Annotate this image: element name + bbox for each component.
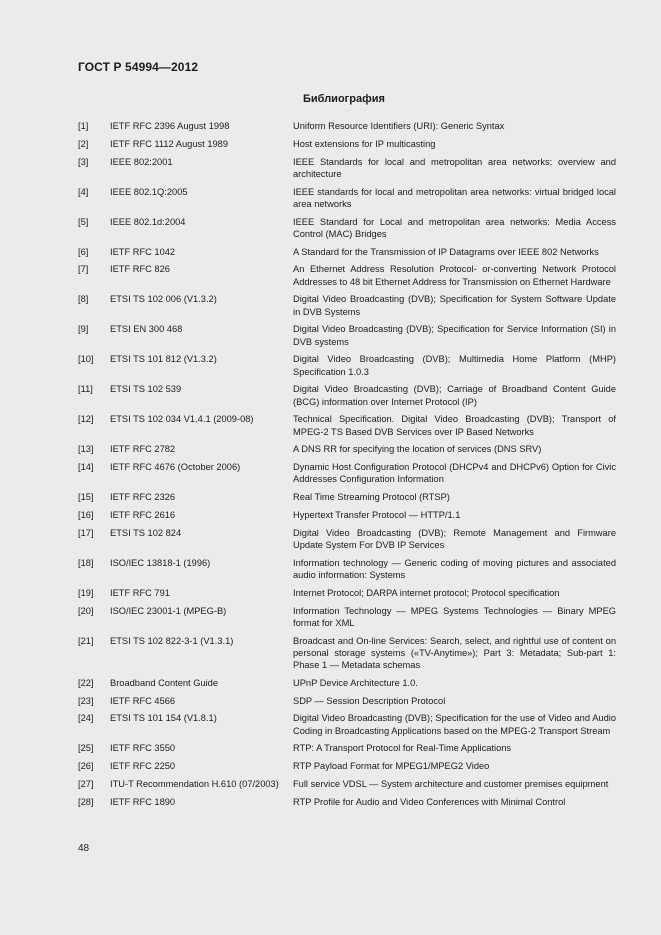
- entry-number: [25]: [78, 743, 94, 754]
- bibliography-entry: [78, 156, 616, 180]
- entry-number: [24]: [78, 713, 94, 724]
- bibliography-list: [78, 120, 616, 814]
- entry-number: [3]: [78, 156, 89, 167]
- entry-reference: IEEE 802:2001: [110, 156, 173, 167]
- entry-reference: IEEE 802.1d:2004: [110, 216, 186, 227]
- entry-number: [22]: [78, 677, 94, 688]
- entry-title: Uniform Resource Identifiers (URI): Generic Syntax: [293, 121, 505, 131]
- entry-reference: IETF RFC 2782: [110, 444, 176, 455]
- entry-title: Digital Video Broadcasting (DVB); Specification for the use of Video and Audio Coding in Broadcasting Applications based on the MPEG-2 Transport Stream: [293, 713, 616, 736]
- entry-title: Hypertext Transfer Protocol — HTTP/1.1: [293, 509, 461, 520]
- entry-reference: ISO/IEC 13818-1 (1996): [110, 557, 211, 568]
- entry-reference: ETSI TS 102 034 V1.4.1 (2009-08): [110, 414, 254, 425]
- bibliography-entry: [78, 796, 616, 808]
- bibliography-entry: [78, 635, 616, 672]
- entry-reference: IETF RFC 1042: [110, 246, 176, 257]
- entry-reference: ETSI TS 101 812 (V1.3.2): [110, 354, 217, 365]
- entry-number: [26]: [78, 761, 94, 772]
- bibliography-entry: [78, 605, 616, 629]
- entry-reference: IETF RFC 2616: [110, 509, 176, 520]
- entry-reference: IETF RFC 1112 August 1989: [110, 138, 228, 149]
- entry-reference: ETSI TS 101 154 (V1.8.1): [110, 713, 217, 724]
- entry-title: RTP: A Transport Protocol for Real-Time Applications: [293, 743, 512, 754]
- entry-reference: ISO/IEC 23001-1 (MPEG-B): [110, 605, 227, 616]
- entry-number: [16]: [78, 509, 94, 520]
- bibliography-entry: [78, 760, 616, 772]
- bibliography-entry: [78, 742, 616, 754]
- entry-number: [6]: [78, 246, 89, 257]
- bibliography-entry: [78, 246, 616, 258]
- entry-reference: Broadband Content Guide: [110, 677, 219, 688]
- entry-number: [23]: [78, 695, 94, 706]
- entry-reference: IETF RFC 2326: [110, 492, 176, 503]
- entry-number: [21]: [78, 635, 94, 646]
- entry-number: [4]: [78, 186, 89, 197]
- entry-reference: ETSI TS 102 006 (V1.3.2): [110, 294, 217, 305]
- entry-title: Digital Video Broadcasting (DVB); Specification for System Software Update in DVB Systems: [293, 294, 616, 317]
- entry-title: IEEE standards for local and metropolitan area networks: virtual bridged local area networks: [293, 186, 616, 209]
- entry-number: [11]: [78, 384, 93, 395]
- bibliography-entry: [78, 491, 616, 503]
- entry-reference: IETF RFC 4566: [110, 695, 176, 706]
- entry-number: [19]: [78, 587, 94, 598]
- bibliography-entry: [78, 443, 616, 455]
- entry-number: [13]: [78, 444, 94, 455]
- entry-title: Information Technology — MPEG Systems Technologies — Binary MPEG format for XML: [293, 605, 616, 628]
- bibliography-entry: [78, 413, 616, 437]
- entry-title: Real Time Streaming Protocol (RTSP): [293, 492, 450, 503]
- entry-number: [10]: [78, 354, 94, 365]
- section-title: Библиография: [303, 93, 385, 105]
- entry-reference: IETF RFC 4676 (October 2006): [110, 462, 241, 473]
- entry-reference: IETF RFC 3550: [110, 743, 176, 754]
- entry-title: Digital Video Broadcasting (DVB); Carriage of Broadband Content Guide (BCG) information over Internet Protocol (IP): [293, 384, 616, 407]
- entry-reference: IETF RFC 826: [110, 264, 170, 275]
- entry-title: IEEE Standard for Local and metropolitan area networks: Media Access Control (MAC) Bridges: [293, 216, 616, 239]
- entry-number: [7]: [78, 264, 89, 275]
- entry-title: Broadcast and On-line Services: Search, select, and rightful use of content on personal storage systems («TV-Anytime»); Part 3: Metadata; Sub-part 1: Phase 1 — Metadata schemas: [293, 635, 616, 670]
- document-header: ГОСТ Р 54994—2012: [78, 60, 199, 74]
- entry-number: [2]: [78, 138, 89, 149]
- entry-number: [5]: [78, 216, 89, 227]
- entry-number: [27]: [78, 778, 94, 789]
- entry-reference: IETF RFC 791: [110, 587, 170, 598]
- entry-title: UPnP Device Architecture 1.0.: [293, 677, 418, 688]
- entry-reference: ITU-T Recommendation H.610 (07/2003): [110, 778, 279, 789]
- bibliography-entry: [78, 712, 616, 736]
- entry-reference: IETF RFC 2396 August 1998: [110, 121, 230, 131]
- entry-title: A Standard for the Transmission of IP Datagrams over IEEE 802 Networks: [293, 246, 599, 257]
- bibliography-entry: [78, 120, 616, 132]
- entry-reference: ETSI EN 300 468: [110, 324, 183, 335]
- entry-title: A DNS RR for specifying the location of services (DNS SRV): [293, 444, 542, 455]
- bibliography-entry: [78, 509, 616, 521]
- entry-number: [18]: [78, 557, 94, 568]
- entry-title: Digital Video Broadcasting (DVB); Specification for Service Information (SI) in DVB systems: [293, 324, 616, 347]
- entry-title: Dynamic Host Configuration Protocol (DHCPv4 and DHCPv6) Option for Civic Addresses Configuration Information: [293, 462, 616, 485]
- bibliography-entry: [78, 216, 616, 240]
- entry-title: RTP Payload Format for MPEG1/MPEG2 Video: [293, 761, 490, 772]
- bibliography-entry: [78, 461, 616, 485]
- entry-number: [1]: [78, 121, 89, 131]
- bibliography-entry: [78, 353, 616, 377]
- bibliography-entry: [78, 677, 616, 689]
- bibliography-entry: [78, 263, 616, 287]
- bibliography-entry: [78, 138, 616, 150]
- entry-number: [12]: [78, 414, 94, 425]
- bibliography-entry: [78, 383, 616, 407]
- entry-title: Host extensions for IP multicasting: [293, 138, 436, 149]
- entry-reference: ETSI TS 102 824: [110, 527, 182, 538]
- entry-number: [8]: [78, 294, 89, 305]
- entry-reference: ETSI TS 102 539: [110, 384, 182, 395]
- bibliography-entry: [78, 778, 616, 790]
- entry-title: SDP — Session Description Protocol: [293, 695, 446, 706]
- entry-number: [15]: [78, 492, 94, 503]
- entry-number: [9]: [78, 324, 89, 335]
- entry-title: An Ethernet Address Resolution Protocol- or-converting Network Protocol Addresses to 48 bit Ethernet Address for Transmission on Ethernet Hardware: [293, 264, 616, 287]
- entry-reference: IETF RFC 2250: [110, 761, 176, 772]
- entry-title: Digital Video Broadcasting (DVB); Multimedia Home Platform (MHP) Specification 1.0.3: [293, 354, 616, 377]
- entry-number: [14]: [78, 462, 94, 473]
- entry-title: Digital Video Broadcasting (DVB); Remote Management and Firmware Update System For DVB IP Services: [293, 527, 616, 550]
- entry-reference: IEEE 802.1Q:2005: [110, 186, 188, 197]
- entry-title: IEEE Standards for local and metropolitan area networks: overview and architecture: [293, 156, 616, 179]
- entry-title: Internet Protocol; DARPA internet protocol; Protocol specification: [293, 587, 560, 598]
- bibliography-entry: [78, 587, 616, 599]
- bibliography-entry: [78, 186, 616, 210]
- entry-reference: ETSI TS 102 822-3-1 (V1.3.1): [110, 635, 234, 646]
- bibliography-entry: [78, 557, 616, 581]
- entry-number: [20]: [78, 605, 94, 616]
- entry-reference: IETF RFC 1890: [110, 796, 176, 807]
- entry-title: Information technology — Generic coding of moving pictures and associated audio information: Systems: [293, 557, 616, 580]
- page-number: 48: [78, 843, 90, 854]
- bibliography-entry: [78, 695, 616, 707]
- bibliography-entry: [78, 323, 616, 347]
- entry-number: [28]: [78, 796, 94, 807]
- entry-title: Full service VDSL — System architecture and customer premises equipment: [293, 778, 609, 789]
- entry-title: RTP Profile for Audio and Video Conferences with Minimal Control: [293, 796, 566, 807]
- bibliography-entry: [78, 293, 616, 317]
- entry-number: [17]: [78, 527, 94, 538]
- entry-title: Technical Specification. Digital Video Broadcasting (DVB); Transport of MPEG-2 TS Based DVB Services over IP Based Networks: [293, 414, 616, 437]
- bibliography-entry: [78, 527, 616, 551]
